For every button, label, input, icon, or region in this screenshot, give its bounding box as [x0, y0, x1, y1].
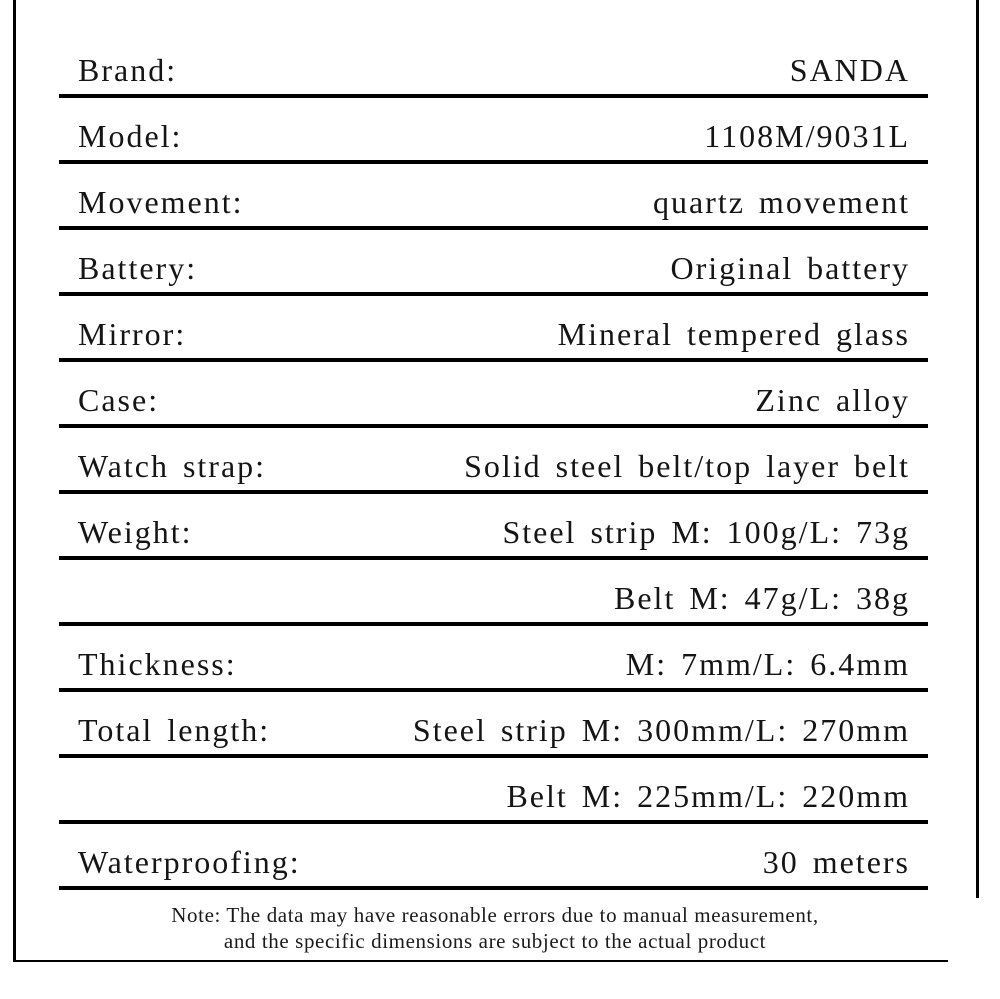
frame-right-border — [976, 0, 979, 898]
spec-row-watch-strap — [59, 428, 928, 494]
spec-row-weight-belt — [59, 560, 928, 626]
spec-row-total-length-belt — [59, 758, 928, 824]
spec-row-mirror — [59, 296, 928, 362]
spec-row-waterproofing — [59, 824, 928, 890]
spec-label: Weight: — [78, 514, 193, 550]
note-line-2: and the specific dimensions are subject to the actual product — [223, 929, 767, 953]
spec-value: Original battery — [670, 250, 910, 286]
spec-value: Solid steel belt/top layer belt — [464, 448, 910, 484]
spec-label: Waterproofing: — [78, 844, 301, 880]
note-line-1: Note: The data may have reasonable errors due to manual measurement, — [171, 903, 819, 927]
spec-row-weight-steel — [59, 494, 928, 560]
spec-value: 30 meters — [762, 844, 910, 880]
spec-value: M: 7mm/L: 6.4mm — [625, 646, 910, 682]
frame-left-border — [13, 0, 16, 962]
spec-row-total-length-steel — [59, 692, 928, 758]
spec-value: Steel strip M: 100g/L: 73g — [502, 514, 910, 550]
spec-label: Brand: — [78, 52, 178, 88]
spec-label: Total length: — [78, 712, 271, 748]
measurement-note — [14, 902, 976, 954]
spec-value: SANDA — [789, 52, 910, 88]
spec-label: Model: — [78, 118, 183, 154]
spec-label: Movement: — [78, 184, 244, 220]
spec-value: Steel strip M: 300mm/L: 270mm — [412, 712, 910, 748]
spec-value: Belt M: 47g/L: 38g — [614, 580, 910, 616]
spec-label: Watch strap: — [78, 448, 267, 484]
spec-table — [59, 32, 928, 890]
spec-value: Zinc alloy — [755, 382, 910, 418]
spec-label: Battery: — [78, 250, 198, 286]
spec-row-thickness — [59, 626, 928, 692]
frame-bottom-border — [13, 960, 948, 962]
spec-row-movement — [59, 164, 928, 230]
spec-value: Mineral tempered glass — [557, 316, 910, 352]
spec-row-case — [59, 362, 928, 428]
spec-value: Belt M: 225mm/L: 220mm — [506, 778, 910, 814]
spec-row-brand — [59, 32, 928, 98]
spec-label: Thickness: — [78, 646, 237, 682]
spec-label: Case: — [78, 382, 160, 418]
spec-value: quartz movement — [652, 184, 910, 220]
spec-value: 1108M/9031L — [704, 118, 910, 154]
spec-row-battery — [59, 230, 928, 296]
spec-label: Mirror: — [78, 316, 187, 352]
spec-row-model — [59, 98, 928, 164]
